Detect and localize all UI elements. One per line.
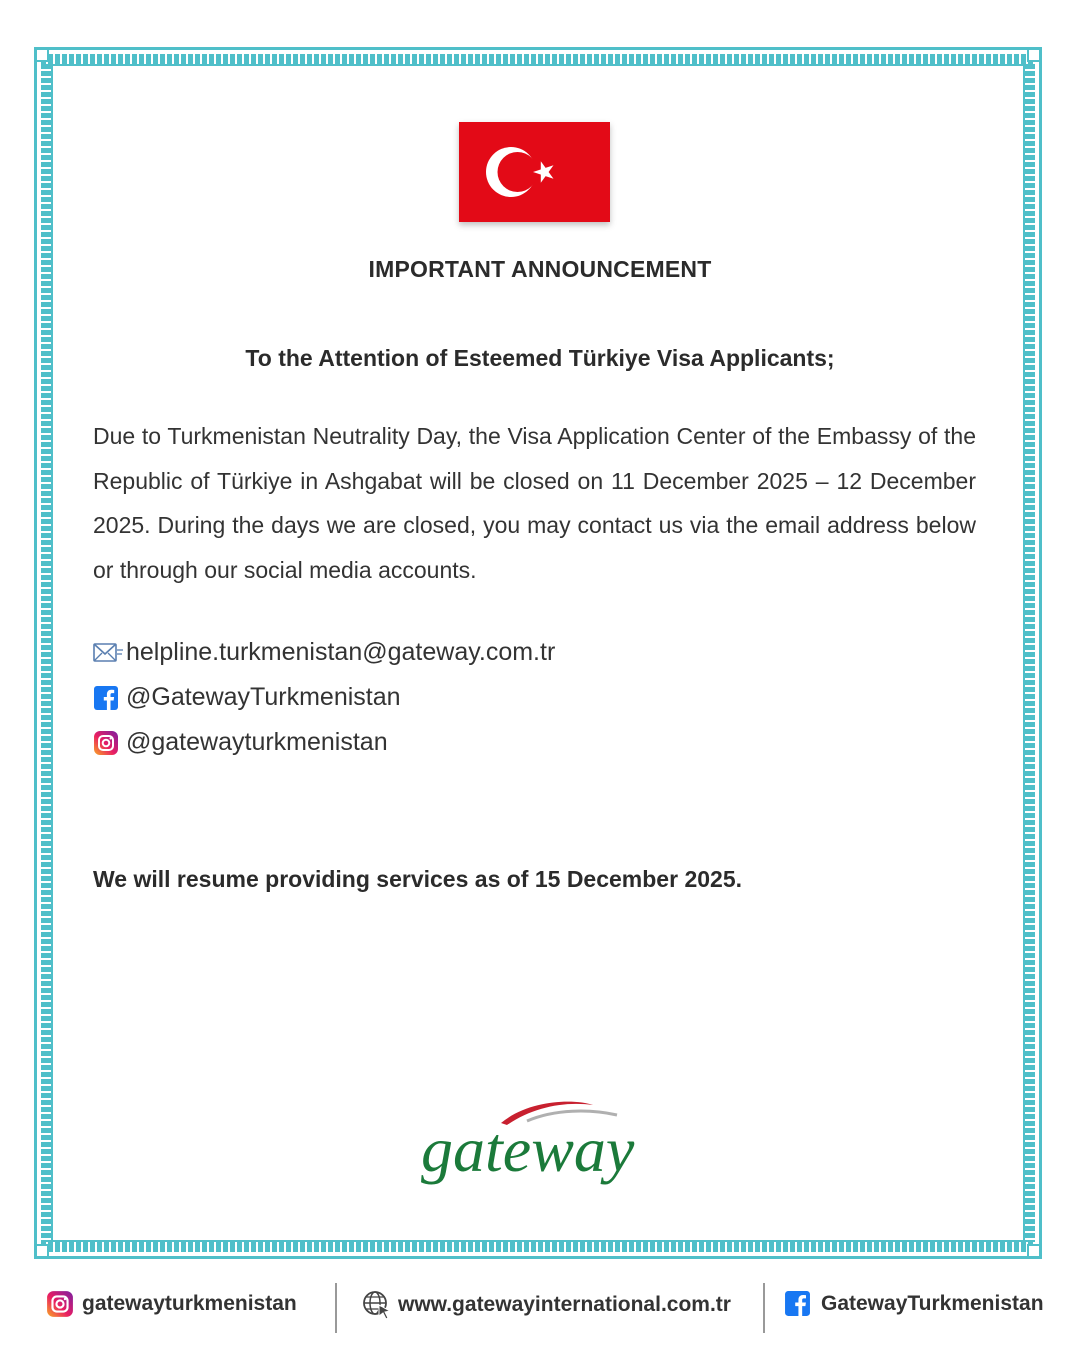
logo-wordmark: gateway bbox=[421, 1114, 635, 1185]
announcement-subtitle: To the Attention of Esteemed Türkiye Visa Applicants; bbox=[245, 345, 835, 371]
facebook-icon bbox=[784, 1290, 811, 1317]
footer-facebook-text: GatewayTurkmenistan bbox=[821, 1291, 1044, 1315]
contact-email[interactable] bbox=[93, 630, 555, 675]
border-corner bbox=[35, 48, 49, 62]
contact-instagram[interactable] bbox=[93, 720, 555, 765]
border-corner bbox=[35, 1244, 49, 1258]
footer-instagram-text: gatewayturkmenistan bbox=[82, 1292, 297, 1315]
contact-instagram-text: @gatewayturkmenistan bbox=[126, 728, 388, 756]
footer-divider bbox=[335, 1283, 337, 1333]
border-corner bbox=[1027, 48, 1041, 62]
footer-facebook[interactable] bbox=[784, 1290, 1044, 1317]
instagram-icon bbox=[93, 730, 123, 756]
gateway-logo bbox=[415, 1095, 685, 1190]
facebook-icon bbox=[93, 685, 123, 711]
contact-list bbox=[93, 630, 555, 765]
border-corner bbox=[1027, 1244, 1041, 1258]
footer-website[interactable] bbox=[362, 1290, 731, 1320]
contact-email-text: helpline.turkmenistan@gateway.com.tr bbox=[126, 638, 556, 666]
closing-statement: We will resume providing services as of 15 December 2025. bbox=[93, 866, 742, 892]
contact-facebook[interactable] bbox=[93, 675, 555, 720]
announcement-title: IMPORTANT ANNOUNCEMENT bbox=[368, 256, 712, 282]
footer-instagram[interactable] bbox=[46, 1290, 297, 1318]
announcement-body: Due to Turkmenistan Neutrality Day, the Visa Application Center of the Embassy of the Republic of Türkiye in Ashgabat will be closed on 11 December 2025 – 12 December 2025. During the days we are closed, you may contact us via the email address below or through our social media accounts. bbox=[93, 423, 976, 583]
envelope-icon bbox=[93, 640, 123, 666]
footer-website-text: www.gatewayinternational.com.tr bbox=[398, 1293, 731, 1316]
footer-bar bbox=[0, 1280, 1080, 1340]
footer-divider bbox=[763, 1283, 765, 1333]
contact-facebook-text: @GatewayTurkmenistan bbox=[126, 683, 401, 711]
turkish-flag-icon bbox=[459, 122, 610, 222]
globe-cursor-icon bbox=[362, 1290, 392, 1320]
instagram-icon bbox=[46, 1290, 74, 1318]
